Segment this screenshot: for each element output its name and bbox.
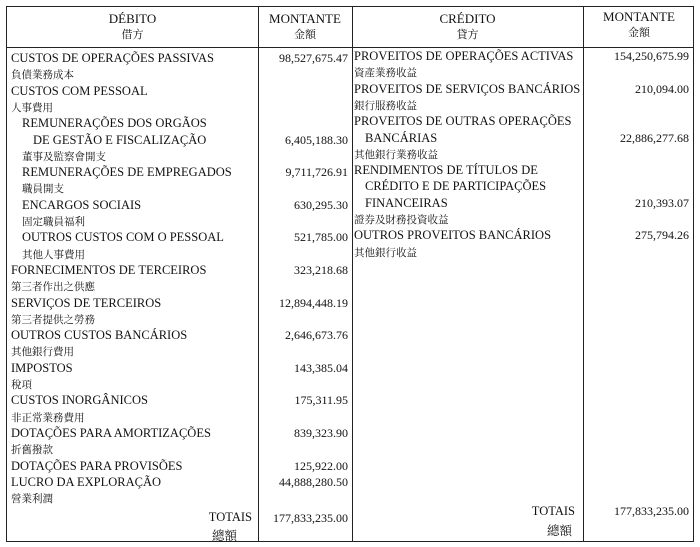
credit-line-label: OUTROS PROVEITOS BANCÁRIOS [354,228,552,243]
debit-line-label: CUSTOS INORGÂNICOS [11,393,148,408]
debit-line-label: OUTROS CUSTOS BANCÁRIOS [11,328,188,343]
credit-line-label: RENDIMENTOS DE TÍTULOS DE [354,163,538,178]
debit-line-label: IMPOSTOS [11,360,73,375]
credit-header-zh: 貸方 [456,28,479,41]
credit-line-amount: 275,794.26 [635,228,689,243]
amount-header-label: MONTANTE [269,11,341,26]
debit-line-amount: 839,323.90 [294,425,348,440]
debit-line-label: 董事及監察會開支 [22,150,106,163]
debit-line-label: SERVIÇOS DE TERCEIROS [11,295,162,310]
credit-line-label: 資產業務收益 [354,67,417,80]
debit-line-amount: 44,888,280.50 [279,474,348,489]
credit-line-label: PROVEITOS DE OPERAÇÕES ACTIVAS [354,49,574,63]
debit-line-label: CUSTOS COM PESSOAL [11,83,148,98]
debit-totals-text: TOTAIS [208,510,252,524]
debit-line-amount: 2,646,673.76 [285,328,348,343]
credit-line-amount: 22,886,277.68 [620,130,689,145]
debit-totals-zh: 總額 [211,528,237,543]
credit-line-amount: 154,250,675.99 [614,49,689,63]
credit-line-label: CRÉDITO E DE PARTICIPAÇÕES [365,179,547,194]
debit-line-label: DE GESTÃO E FISCALIZAÇÃO [33,132,207,147]
credit-line-label: 其他銀行業務收益 [354,148,438,161]
debit-line-label: 其他人事費用 [22,248,85,261]
debit-line-amount: 323,218.68 [294,262,348,277]
credit-line-label: PROVEITOS DE OUTRAS OPERAÇÕES [354,114,572,129]
debit-line-label: CUSTOS DE OPERAÇÕES PASSIVAS [11,51,214,65]
credit-line-label: 證券及財務投資收益 [354,214,449,226]
debit-line-label: REMUNERAÇÕES DOS ORGÃOS [22,116,207,131]
amount2-header-zh: 金額 [628,26,650,39]
credit-totals-zh: 總額 [546,523,572,538]
debit-line-label: 非正常業務費用 [11,411,85,424]
debit-column [7,7,352,507]
credit-line-label: FINANCEIRAS [365,195,448,210]
amount2-header-label: MONTANTE [603,9,675,24]
debit-line-label: OUTROS CUSTOS COM O PESSOAL [22,230,224,245]
debit-line-amount: 630,295.30 [294,197,348,212]
debit-line-label: 職員開支 [22,183,64,196]
debit-line-label: 人事費用 [11,101,53,114]
debit-line-label: LUCRO DA EXPLORAÇÃO [11,474,162,489]
debit-line-label: 固定職員福利 [22,216,85,228]
debit-line-label: 第三者提供之勞務 [11,313,95,326]
credit-line-label: 銀行服務收益 [354,99,417,112]
debit-line-label: DOTAÇÕES PARA PROVISÕES [11,458,183,473]
credit-line-amount: 210,393.07 [635,195,689,210]
debit-line-amount: 175,311.95 [294,393,348,408]
debit-line-label: REMUNERAÇÕES DE EMPREGADOS [22,165,232,180]
debit-line-label: FORNECIMENTOS DE TERCEIROS [11,262,207,277]
debit-line-amount: 98,527,675.47 [279,51,348,65]
credit-totals-amount: 177,833,235.00 [614,504,689,518]
debit-header-label: DÉBITO [108,11,157,26]
debit-line-label: DOTAÇÕES PARA AMORTIZAÇÕES [11,425,211,440]
debit-line-amount: 521,785.00 [294,230,348,245]
credit-line-label: BANCÁRIAS [365,130,438,145]
debit-header-zh: 借方 [121,28,144,41]
debit-line-label: 營業利潤 [11,493,53,506]
debit-totals-label [127,510,252,525]
debit-line-amount: 143,385.04 [294,360,348,375]
debit-line-label: 稅項 [11,379,32,391]
credit-line-label: PROVEITOS DE SERVIÇOS BANCÁRIOS [354,81,581,96]
credit-line-amount: 210,094.00 [635,81,689,96]
debit-line-label: 折舊撥款 [11,444,53,457]
credit-header-label: CRÉDITO [439,11,496,26]
credit-line-label: 其他銀行收益 [354,246,417,259]
debit-line-label: 第三者作出之供應 [11,281,95,294]
debit-line-label: ENCARGOS SOCIAIS [22,197,142,212]
debit-line-amount: 9,711,726.91 [285,165,348,180]
debit-line-amount: 12,894,448.19 [279,295,348,310]
credit-totals-label: TOTAIS [531,504,575,518]
credit-column [352,7,695,507]
debit-line-amount: 125,922.00 [294,458,348,473]
amount-header-zh: 金額 [294,28,316,41]
debit-totals-amount: 177,833,235.00 [273,511,348,525]
debit-line-amount: 6,405,188.30 [285,132,348,147]
profit-loss-table [6,6,694,542]
debit-line-label: 負債業務成本 [11,69,74,82]
debit-line-label: 其他銀行費用 [11,346,74,359]
